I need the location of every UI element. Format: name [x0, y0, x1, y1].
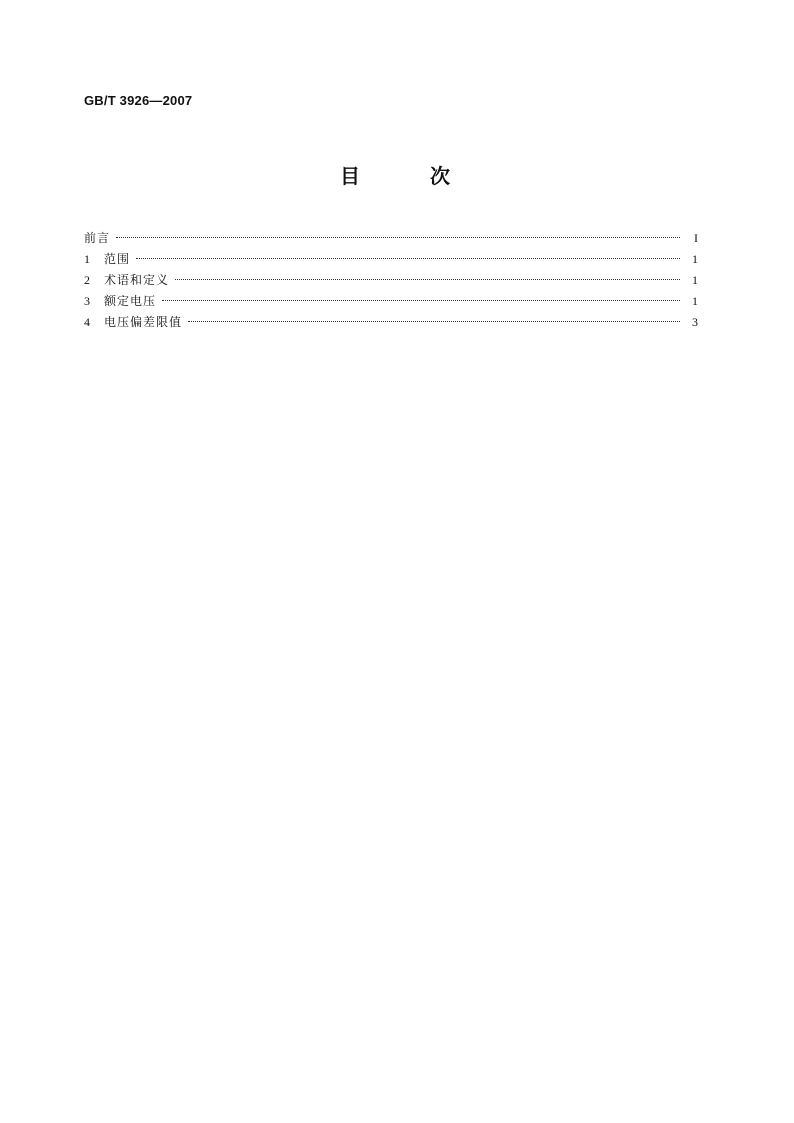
toc-title [340, 160, 450, 189]
toc-entry-page: 1 [692, 252, 698, 266]
toc-entry-label: 电压偏差限值 [104, 315, 183, 329]
toc-entry-rated-voltage[interactable] [84, 291, 698, 312]
dot-leader [116, 236, 680, 238]
dot-leader [136, 257, 680, 259]
toc-entry-label: 前言 [84, 231, 111, 245]
toc-entry-page: 1 [692, 294, 698, 308]
toc-entry-label: 额定电压 [104, 294, 157, 308]
toc-entry-terms[interactable] [84, 270, 698, 291]
toc-entry-number: 1 [84, 252, 90, 266]
table-of-contents [84, 228, 698, 333]
dot-leader [188, 320, 680, 322]
toc-entry-number: 2 [84, 273, 90, 287]
dot-leader [162, 299, 680, 301]
standard-code-header: GB/T 3926—2007 [84, 93, 193, 108]
toc-entry-number: 3 [84, 294, 90, 308]
toc-entry-number: 4 [84, 315, 90, 329]
toc-entry-voltage-deviation[interactable] [84, 312, 698, 333]
toc-entry-label: 范围 [104, 252, 131, 266]
toc-entry-page: 1 [692, 273, 698, 287]
toc-title-char-2: 次 [430, 164, 450, 188]
toc-entry-scope[interactable] [84, 249, 698, 270]
toc-entry-page: I [694, 231, 698, 245]
toc-title-char-1: 目 [340, 164, 360, 188]
toc-entry-foreword[interactable] [84, 228, 698, 249]
toc-entry-page: 3 [692, 315, 698, 329]
dot-leader [175, 278, 680, 280]
toc-entry-label: 术语和定义 [104, 273, 170, 287]
